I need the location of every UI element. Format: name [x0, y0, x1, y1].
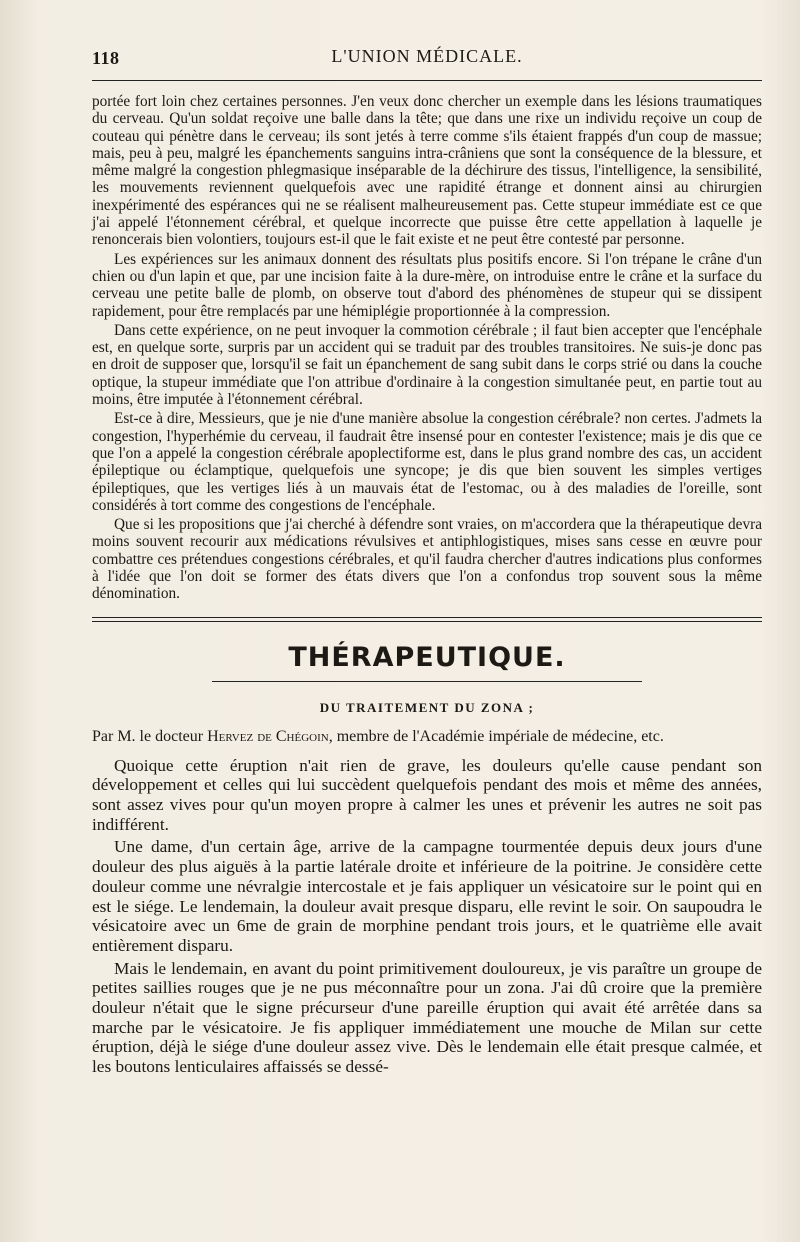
header-rule — [92, 80, 762, 81]
article-title: DU TRAITEMENT DU ZONA ; — [319, 699, 535, 715]
paragraph: Que si les propositions que j'ai cherché à défendre sont vraies, on m'accordera que la thérapeutique devra moins souvent recourir aux médications révulsives et antiphlogistiques, mises sans cesse en œuvre pour combattre ces prétendues congestions cérébrales, et qu'il faudra chercher d'autres indications plus conformes à l'idée que l'on doit se former des états divers que l'on a confondus trop souvent sous la même dénomination. — [92, 516, 762, 603]
byline-suffix: , membre de l'Académie impériale de médecine, etc. — [328, 727, 664, 745]
section-divider — [92, 617, 762, 622]
journal-title: L'UNION MÉDICALE. — [331, 46, 523, 66]
page-number: 118 — [92, 48, 120, 68]
byline — [92, 728, 762, 746]
running-head — [92, 40, 762, 74]
byline-prefix: Par M. le docteur — [92, 727, 208, 745]
article-body-bottom — [92, 756, 762, 1077]
paragraph: Quoique cette éruption n'ait rien de grave, les douleurs qu'elle cause pendant son développement et celles qui lui succèdent quelquefois pendant des mois et même des années, sont assez vives pour qu'un moyen propre à calmer les unes et prévenir les autres ne soit pas indifférent. — [92, 755, 762, 834]
author-name: Hervez de Chégoin — [207, 727, 329, 745]
paragraph: Les expériences sur les animaux donnent des résultats plus positifs encore. Si l'on trépane le crâne d'un chien ou d'un lapin et que, par une incision faite à la dure-mère, on introduise entre le crâne et la surface du cerveau une petite balle de plomb, on observe tout d'abord des phénomènes de stupeur qui se dissipent rapidement, pour être remplacés par une hémiplégie proportionnée à la compression. — [92, 250, 762, 320]
paragraph: Est-ce à dire, Messieurs, que je nie d'une manière absolue la congestion cérébrale? non certes. J'admets la congestion, l'hyperhémie du cerveau, il faudrait être insensé pour en contester l'existence; mais je dis que ce que l'on a appelé la congestion cérébrale apoplectiforme est, dans le plus grand nombre des cas, un accident épileptique ou éclamptique, quelquefois une syncope; je dis que bien souvent les simples vertiges épileptiques, que les vertiges liés à un mauvais état de l'estomac, ou à des maladies de l'oreille, sont considérés à tort comme des congestions de l'encéphale. — [92, 410, 762, 514]
paragraph: portée fort loin chez certaines personnes. J'en veux donc chercher un exemple dans les lésions traumatiques du cerveau. Qu'un soldat reçoive une balle dans la tête; que dans une rixe un individu reçoive un coup de couteau qui pénètre dans le cerveau; ils sont jetés à terre comme s'ils étaient frappés d'un coup de massue; mais, peu à peu, malgré les épanchements sanguins intra-crâniens que sont la conséquence de la blessure, et même malgré la congestion phlegmasique inséparable de la déchirure des tissus, l'intelligence, la sensibilité, les mouvements reviennent quelquefois avec une rapidité étrange et donnent ainsi au chirurgien inexpérimenté des espérances qui ne se réalisent malheureusement pas. Cette stupeur immédiate est ce que j'ai appelé l'étonnement cérébral, et quelque incorrecte que puisse être cette appellation à laquelle je renoncerais bien volontiers, toujours est-il que le fait existe et ne peut être contesté par personne. — [92, 93, 762, 249]
paragraph: Une dame, d'un certain âge, arrive de la campagne tourmentée depuis deux jours d'une douleur des plus aiguës à la partie latérale droite et inférieure de la poitrine. Je considère cette douleur comme une névralgie intercostale et je fais appliquer un vésicatoire sur le point qui en est le siége. Le lendemain, la douleur avait presque disparu, elle revint le soir. On saupoudra le vésicatoire avec un 6me de grain de morphine pendant trois jours, et le quatrième elle avait entièrement disparu. — [92, 837, 762, 955]
paragraph: Dans cette expérience, on ne peut invoquer la commotion cérébrale ; il faut bien accepter que l'encéphale est, en quelque sorte, surpris par un accident qui se traduit par des troubles transitoires. Ne suis-je donc pas en droit de supposer que, lorsqu'il se fait un épanchement de sang subit dans le corps strié ou dans la couche optique, la stupeur immédiate que l'on attribue d'ordinaire à la congestion simultanée peut, en partie tout au moins, être imputée à l'étonnement cérébral. — [92, 321, 762, 409]
section-title: THÉRAPEUTIQUE. — [288, 641, 566, 673]
title-rule — [212, 681, 642, 682]
article-body-top — [92, 93, 762, 603]
paragraph: Mais le lendemain, en avant du point primitivement douloureux, je vis paraître un groupe de petites saillies rouges que je ne pus méconnaître pour un zona. J'ai dû croire que la première douleur n'était que le signe précurseur d'une pareille éruption qui avait été arrêtée dans sa marche par le vésicatoire. Je fis appliquer immédiatement une mouche de Milan sur cette éruption, déjà le siége d'une douleur assez vive. Dès le lendemain elle était presque calmée, et les boutons lenticulaires affaissés se dessé- — [92, 958, 762, 1077]
